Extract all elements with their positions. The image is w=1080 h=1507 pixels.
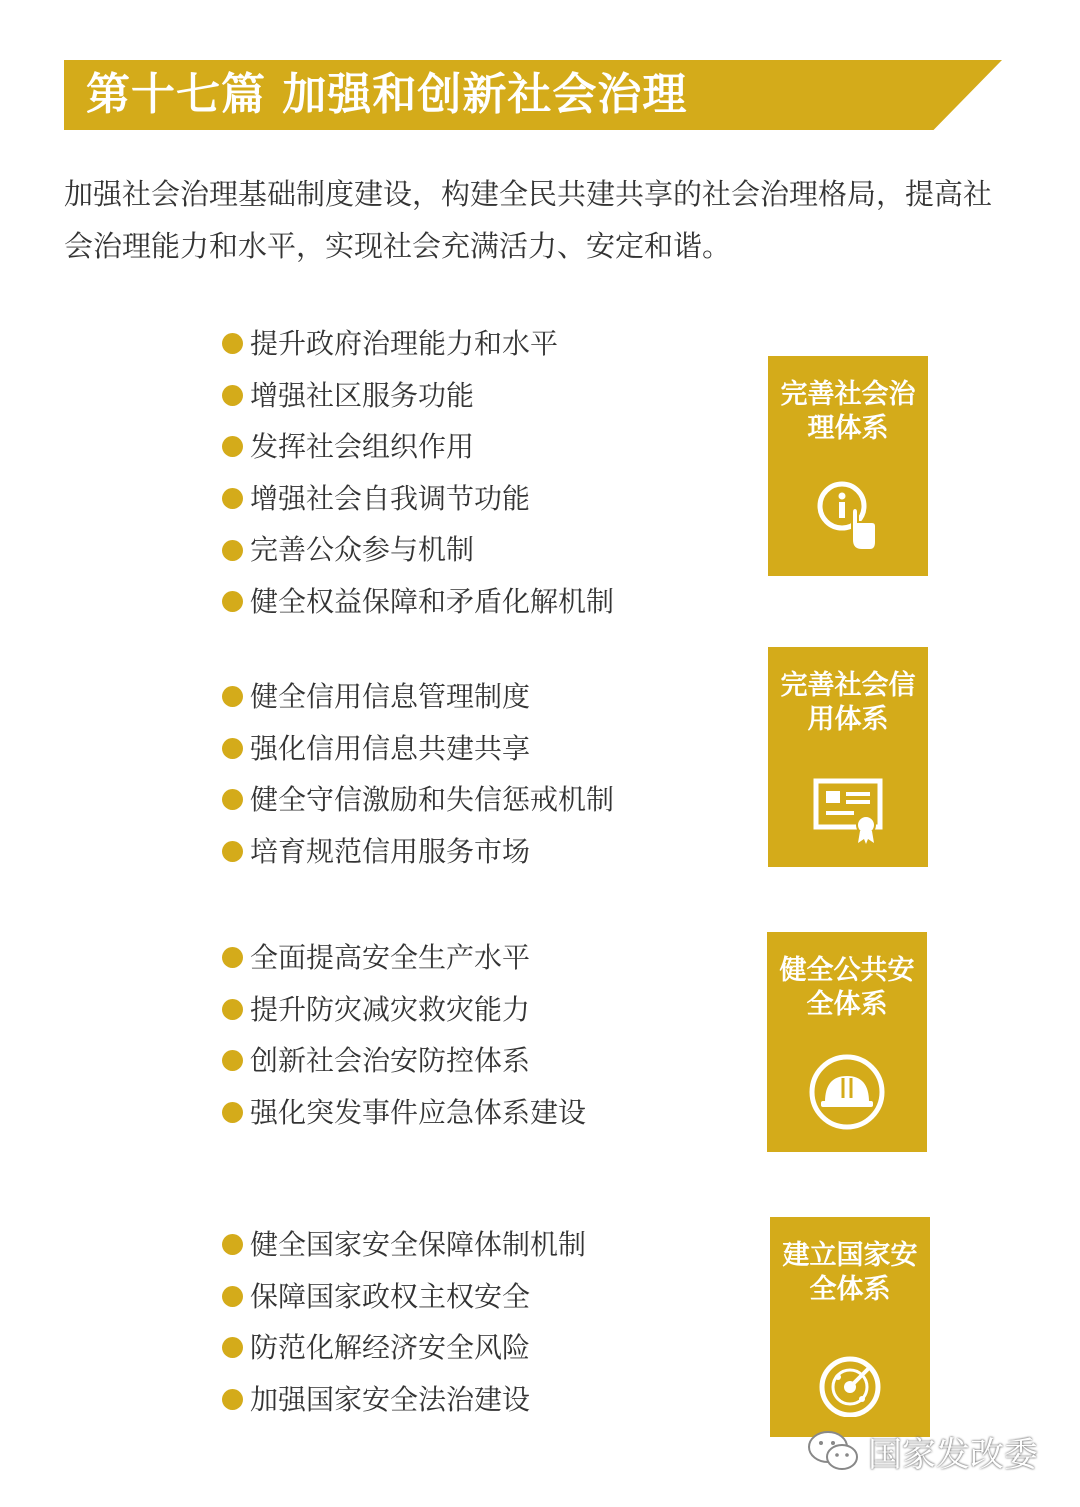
list-item: 强化突发事件应急体系建设 (222, 1087, 586, 1139)
bullet-dot (222, 385, 243, 406)
list-item: 健全守信激励和失信惩戒机制 (222, 774, 614, 826)
bullet-dot (222, 1337, 243, 1358)
list-item: 培育规范信用服务市场 (222, 826, 614, 878)
bullet-dot (222, 540, 243, 561)
list-item: 增强社会自我调节功能 (222, 473, 614, 525)
bullet-dot (222, 1389, 243, 1410)
list-item: 强化信用信息共建共享 (222, 723, 614, 775)
card-credit-system (768, 647, 928, 867)
bullet-dot (222, 738, 243, 759)
card-governance-system (768, 356, 928, 576)
bullet-dot (222, 591, 243, 612)
certificate-icon (808, 767, 888, 847)
list-item: 创新社会治安防控体系 (222, 1035, 586, 1087)
list-item: 提升防灾减灾救灾能力 (222, 984, 586, 1036)
list-item: 加强国家安全法治建设 (222, 1374, 586, 1426)
radar-icon (810, 1337, 890, 1417)
card-title: 完善社会治理体系 (780, 379, 916, 444)
list-item: 增强社区服务功能 (222, 370, 614, 422)
bullet-dot (222, 686, 243, 707)
bullet-dot (222, 436, 243, 457)
watermark-text: 国家发改委 (868, 1434, 1038, 1475)
card-title: 建立国家安全体系 (782, 1240, 918, 1305)
list-item: 健全信用信息管理制度 (222, 671, 614, 723)
list-item: 提升政府治理能力和水平 (222, 318, 614, 370)
list-item: 保障国家政权主权安全 (222, 1271, 586, 1323)
list-item: 全面提高安全生产水平 (222, 932, 586, 984)
info-hand-icon (808, 476, 888, 556)
bullet-dot (222, 947, 243, 968)
bullet-dot (222, 841, 243, 862)
bullet-dot (222, 1286, 243, 1307)
watermark (806, 1425, 1038, 1477)
safety-helmet-icon (807, 1052, 887, 1132)
wechat-icon (806, 1428, 860, 1474)
card-national-security-system (770, 1217, 930, 1437)
card-title: 完善社会信用体系 (780, 670, 916, 735)
bullet-dot (222, 999, 243, 1020)
list-item: 完善公众参与机制 (222, 524, 614, 576)
bullet-dot (222, 488, 243, 509)
bullet-dot (222, 1102, 243, 1123)
bullet-dot (222, 333, 243, 354)
card-public-safety-system (767, 932, 927, 1152)
section-list-governance (222, 318, 614, 628)
section-list-national-security (222, 1219, 586, 1425)
bullet-dot (222, 1234, 243, 1255)
list-item: 发挥社会组织作用 (222, 421, 614, 473)
page-title: 第十七篇 加强和创新社会治理 (86, 69, 688, 120)
section-list-public-safety (222, 932, 586, 1138)
bullet-dot (222, 1050, 243, 1071)
list-item: 防范化解经济安全风险 (222, 1322, 586, 1374)
section-list-credit (222, 671, 614, 877)
list-item: 健全权益保障和矛盾化解机制 (222, 576, 614, 628)
intro-paragraph: 加强社会治理基础制度建设，构建全民共建共享的社会治理格局，提高社会治理能力和水平，实现社会充满活力、安定和谐。 (64, 177, 993, 263)
list-item: 健全国家安全保障体制机制 (222, 1219, 586, 1271)
bullet-dot (222, 789, 243, 810)
card-title: 健全公共安全体系 (779, 955, 915, 1020)
